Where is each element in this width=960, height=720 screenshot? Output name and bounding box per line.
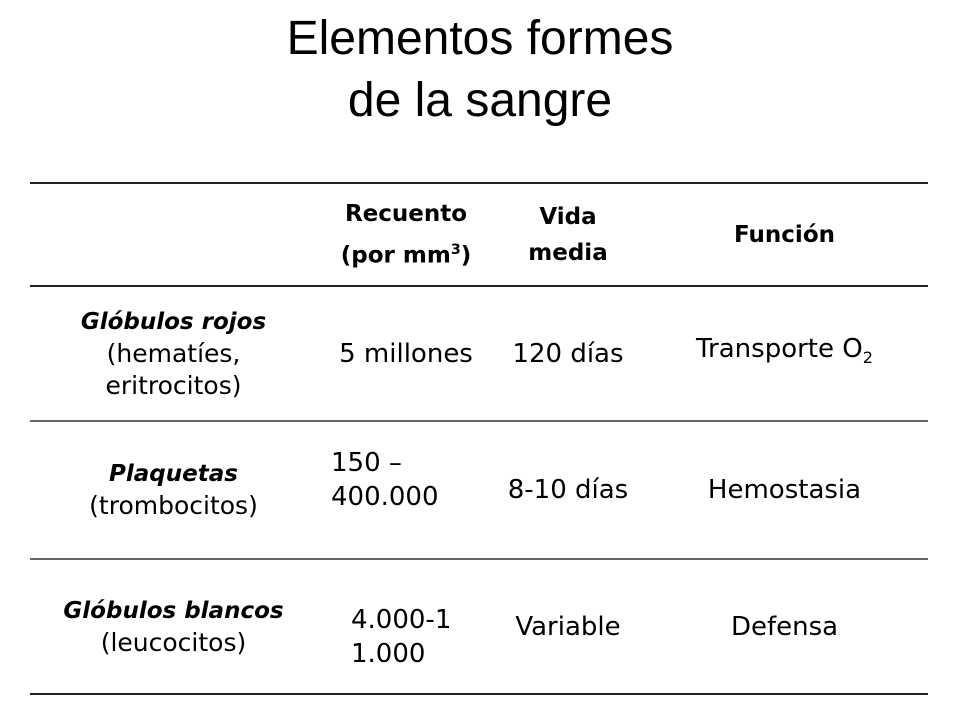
header-life [495, 183, 641, 286]
header-empty-cell [30, 183, 317, 286]
row-label-cell [30, 559, 317, 694]
row-name: Glóbulos rojos [80, 308, 267, 335]
title-line-2: de la sangre [347, 74, 613, 127]
count-cell: 5 millones [339, 338, 473, 369]
life-cell: 8-10 días [507, 475, 629, 505]
count-cell [317, 421, 495, 559]
count-text: 4.000-11.000 [351, 604, 452, 669]
row-alt-name: (hematíes, eritrocitos) [105, 338, 242, 400]
header-count-close: ) [460, 242, 472, 269]
row-alt-name: (leucocitos) [100, 627, 247, 657]
row-name: Plaquetas [109, 461, 238, 487]
header-function: Función [733, 221, 835, 248]
life-cell: Variable [515, 611, 621, 642]
header-count-exponent: 3 [450, 241, 461, 258]
blood-elements-table-container [30, 182, 928, 695]
row-name: Glóbulos blancos [63, 597, 284, 624]
function-cell [641, 286, 928, 421]
function-main: Transporte O [696, 333, 863, 364]
function-subscript: 2 [862, 348, 873, 368]
table-row [30, 286, 928, 421]
row-label-cell [30, 421, 317, 559]
function-cell: Hemostasia [707, 475, 862, 505]
title-line-1: Elementos formes [286, 12, 674, 65]
table-row [30, 421, 928, 559]
blood-elements-table [30, 182, 928, 695]
header-count [317, 183, 495, 286]
slide-title [0, 8, 960, 132]
header-count-line1: Recuento [344, 200, 468, 227]
header-count-line2 [317, 232, 495, 274]
count-text: 150 – 400.000 [331, 448, 439, 512]
header-count-unit: (por mm [340, 242, 451, 269]
function-cell: Defensa [730, 611, 839, 642]
table-row [30, 559, 928, 694]
row-label-cell [30, 286, 317, 421]
table-header-row [30, 183, 928, 286]
life-cell: 120 días [512, 338, 624, 369]
count-cell [317, 559, 495, 694]
header-life-text: Vida media [528, 203, 608, 266]
row-alt-name: (trombocitos) [89, 491, 258, 520]
function-text [690, 332, 880, 375]
